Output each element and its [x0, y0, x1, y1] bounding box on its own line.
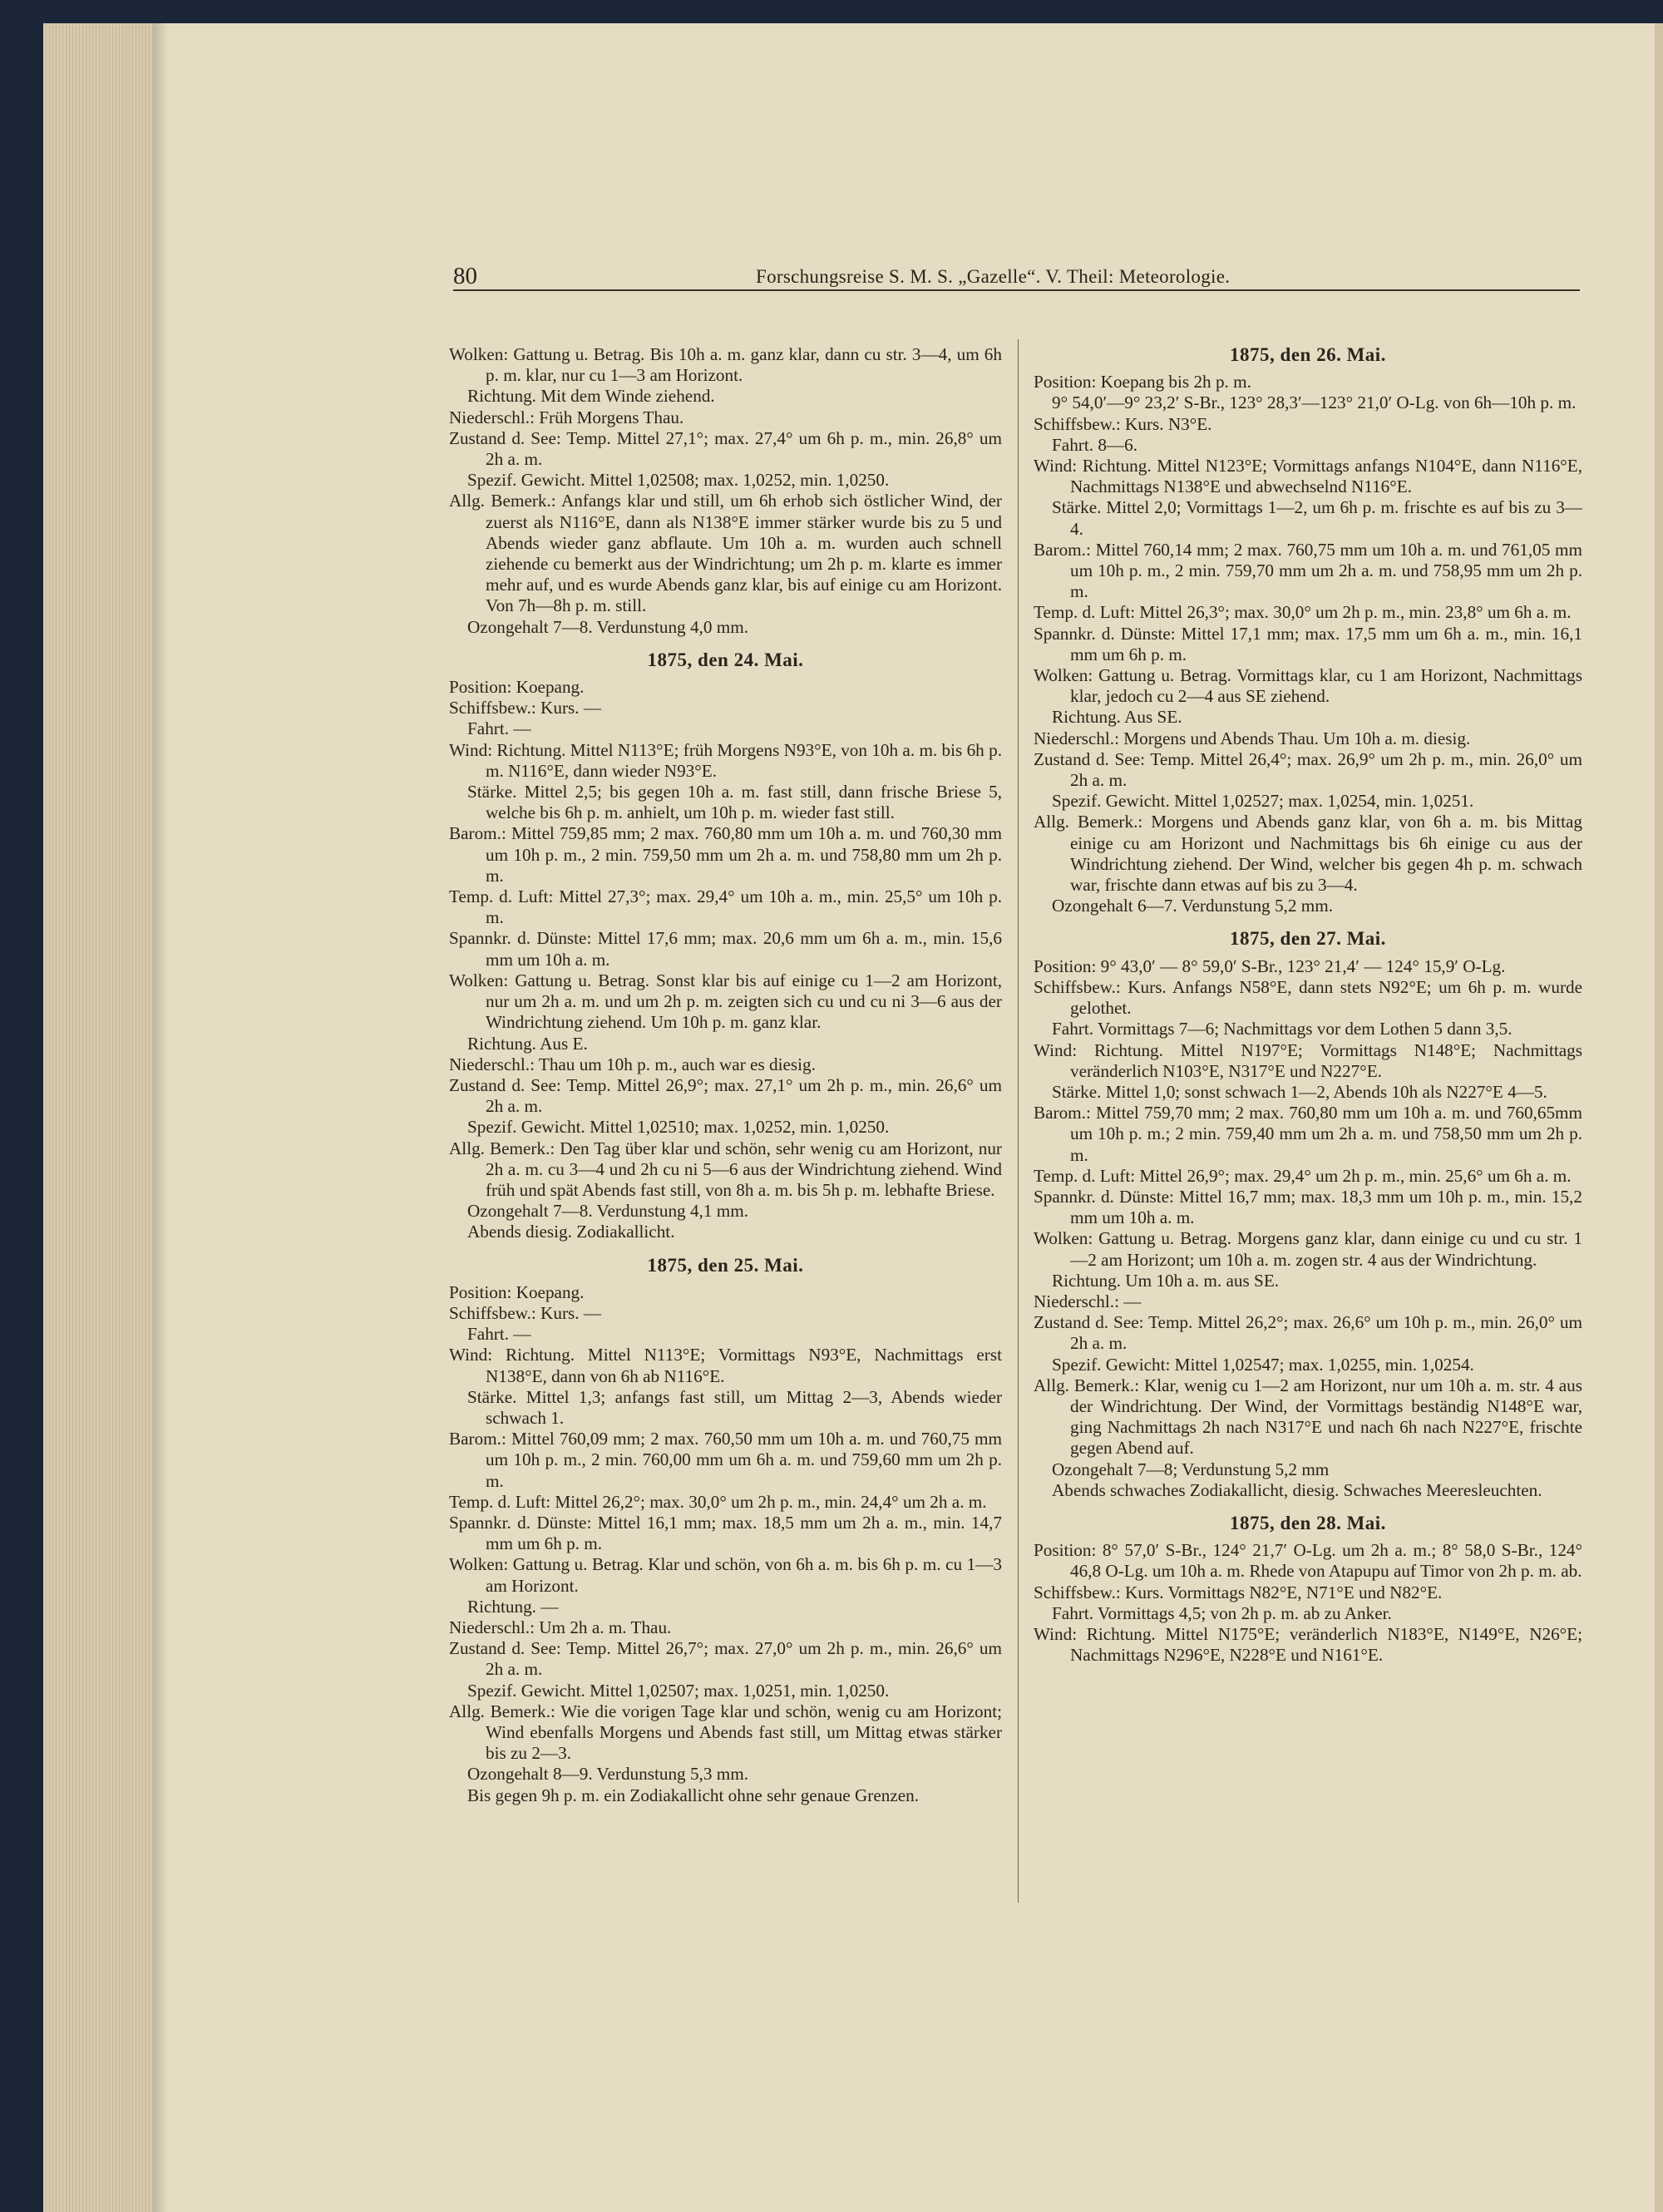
log-entry: Zustand d. See: Temp. Mittel 26,2°; max. 26,6° um 10h p. m., min. 26,0° um 2h a. m. [1034, 1312, 1582, 1354]
log-entry: Niederschl.: Morgens und Abends Thau. Um 10h a. m. diesig. [1034, 728, 1471, 748]
sub-entry: Stärke. Mittel 2,5; bis gegen 10h a. m. fast still, dann frische Briese 5, welche bis 6h p. m. anhielt, um 10h p. m. wieder fast still. [467, 782, 1002, 823]
log-entry: Position: Koepang bis 2h p. m. [1034, 372, 1251, 393]
sub-entry: Spezif. Gewicht. Mittel 1,02507; max. 1,0251, min. 1,0250. [467, 1680, 890, 1701]
sub-entry: Fahrt. — [467, 718, 531, 739]
left-column [449, 344, 1002, 1806]
log-entry: Temp. d. Luft: Mittel 26,9°; max. 29,4° um 2h p. m., min. 25,6° um 6h a. m. [1034, 1165, 1572, 1186]
log-entry: Barom.: Mittel 759,70 mm; 2 max. 760,80 mm um 10h a. m. und 760,65mm um 10h p. m.; 2 min. 759,40 mm um 2h a. m. und 758,50 mm um 2h p. m. [1034, 1103, 1582, 1165]
log-entry: Niederschl.: Um 2h a. m. Thau. [449, 1617, 672, 1637]
sub-entry: Bis gegen 9h p. m. ein Zodiakallicht ohne sehr genaue Grenzen. [467, 1785, 920, 1805]
sub-entry: Stärke. Mittel 1,3; anfangs fast still, um Mittag 2—3, Abends wieder schwach 1. [467, 1386, 1002, 1428]
log-entry: Niederschl.: Früh Morgens Thau. [449, 407, 684, 427]
log-entry: Schiffsbew.: Kurs. Vormittags N82°E, N71°E und N82°E. [1034, 1582, 1443, 1602]
log-entry: Zustand d. See: Temp. Mittel 26,4°; max. 26,9° um 2h p. m., min. 26,0° um 2h a. m. [1034, 748, 1582, 791]
header-rule [453, 289, 1580, 291]
page-number: 80 [453, 263, 477, 289]
log-entry: Wind: Richtung. Mittel N113°E; früh Morgens N93°E, von 10h a. m. bis 6h p. m. N116°E, dann wieder N93°E. [449, 739, 1002, 781]
log-entry: Position: 8° 57,0′ S-Br., 124° 21,7′ O-Lg. um 2h a. m.; 8° 58,0 S-Br., 124° 46,8 O-Lg. um 10h a. m. Rhede von Atapupu auf Timor von 2h p. m. ab. [1034, 1540, 1582, 1582]
date-heading: 1875, den 28. Mai. [1230, 1512, 1386, 1533]
log-entry: Schiffsbew.: Kurs. — [449, 1302, 602, 1323]
sub-entry: Richtung. Aus E. [467, 1033, 588, 1054]
sub-entry: Spezif. Gewicht: Mittel 1,02547; max. 1,0255, min. 1,0254. [1052, 1354, 1474, 1375]
sub-entry: Spezif. Gewicht. Mittel 1,02508; max. 1,0252, min. 1,0250. [467, 470, 890, 491]
sub-entry: 9° 54,0′—9° 23,2′ S-Br., 123° 28,3′—123° 21,0′ O-Lg. von 6h—10h p. m. [1052, 393, 1577, 413]
column-divider [1018, 339, 1019, 1903]
date-heading: 1875, den 25. Mai. [647, 1254, 804, 1276]
spine-shadow [153, 23, 168, 2212]
log-entry: Spannkr. d. Dünste: Mittel 17,1 mm; max. 17,5 mm um 6h a. m., min. 16,1 mm um 6h p. m. [1034, 623, 1582, 664]
log-entry: Barom.: Mittel 760,14 mm; 2 max. 760,75 mm um 10h a. m. und 761,05 mm um 10h p. m., 2 min. 759,70 mm um 2h a. m. und 758,95 mm um 2h p. m. [1034, 539, 1582, 602]
log-entry: Wolken: Gattung u. Betrag. Bis 10h a. m. ganz klar, dann cu str. 3—4, um 6h p. m. klar, nur cu 1—3 am Horizont. [449, 344, 1002, 386]
running-header [453, 263, 1580, 293]
sub-entry: Ozongehalt 7—8; Verdunstung 5,2 mm [1052, 1459, 1330, 1479]
log-entry: Wind: Richtung. Mittel N113°E; Vormittags N93°E, Nachmittags erst N138°E, dann von 6h ab N116°E. [449, 1345, 1002, 1386]
date-heading: 1875, den 24. Mai. [647, 649, 804, 670]
sub-entry: Fahrt. — [467, 1324, 531, 1345]
log-entry: Zustand d. See: Temp. Mittel 26,9°; max. 27,1° um 2h p. m., min. 26,6° um 2h a. m. [449, 1074, 1002, 1117]
sub-entry: Spezif. Gewicht. Mittel 1,02510; max. 1,0252, min. 1,0250. [467, 1117, 890, 1138]
sub-entry: Stärke. Mittel 2,0; Vormittags 1—2, um 6h p. m. frischte es auf bis zu 3—4. [1052, 497, 1582, 539]
log-entry: Allg. Bemerk.: Morgens und Abends ganz klar, von 6h a. m. bis Mittag einige cu am Horizont und Nachmittags bis 6h einige cu aus der Windrichtung ziehend. Der Wind, welcher bis gegen 4h p. m. schwach war, frischte dann etwas auf bis zu 3—4. [1034, 812, 1582, 896]
page-stack-edge [43, 23, 153, 2212]
sub-entry: Abends diesig. Zodiakallicht. [467, 1222, 675, 1242]
log-entry: Spannkr. d. Dünste: Mittel 16,1 mm; max. 18,5 mm um 2h a. m., min. 14,7 mm um 6h p. m. [449, 1512, 1002, 1554]
sub-entry: Fahrt. 8—6. [1052, 434, 1137, 455]
log-entry: Zustand d. See: Temp. Mittel 26,7°; max. 27,0° um 2h p. m., min. 26,6° um 2h a. m. [449, 1638, 1002, 1680]
sub-entry: Ozongehalt 6—7. Verdunstung 5,2 mm. [1052, 896, 1333, 916]
log-entry: Schiffsbew.: Kurs. N3°E. [1034, 413, 1212, 434]
log-entry: Wolken: Gattung u. Betrag. Klar und schön, von 6h a. m. bis 6h p. m. cu 1—3 am Horizont. [449, 1554, 1002, 1596]
log-entry: Allg. Bemerk.: Wie die vorigen Tage klar und schön, wenig cu am Horizont; Wind ebenfalls Morgens und Abends fast still, um Mittag etwas stärker bis zu 2—3. [449, 1701, 1002, 1764]
sub-entry: Richtung. Mit dem Winde ziehend. [467, 386, 715, 407]
sub-entry: Ozongehalt 7—8. Verdunstung 4,0 mm. [467, 616, 748, 637]
log-entry: Zustand d. See: Temp. Mittel 27,1°; max. 27,4° um 6h p. m., min. 26,8° um 2h a. m. [449, 427, 1002, 470]
log-entry: Wolken: Gattung u. Betrag. Sonst klar bis auf einige cu 1—2 am Horizont, nur um 2h a. m. und um 2h p. m. zeigten sich cu und cu ni 3—6 aus der Windrichtung ziehend. Um 10h p. m. ganz klar. [449, 970, 1002, 1033]
log-entry: Barom.: Mittel 760,09 mm; 2 max. 760,50 mm um 10h a. m. und 760,75 mm um 10h p. m., 2 min. 760,00 mm um 6h a. m. und 759,60 mm um 2h p. m. [449, 1429, 1002, 1491]
log-entry: Spannkr. d. Dünste: Mittel 16,7 mm; max. 18,3 mm um 10h p. m., min. 15,2 mm um 10h a. m. [1034, 1186, 1582, 1228]
sub-entry: Fahrt. Vormittags 7—6; Nachmittags vor dem Lothen 5 dann 3,5. [1052, 1019, 1512, 1039]
log-entry: Niederschl.: Thau um 10h p. m., auch war es diesig. [449, 1054, 816, 1074]
log-entry: Allg. Bemerk.: Anfangs klar und still, um 6h erhob sich östlicher Wind, der zuerst als N116°E, dann als N138°E immer stärker wurde bis zu 5 und Abends wieder ganz abflaute. Um 10h a. m. wurden auch schnell ziehende cu bemerkt aus der Windrichtung; um 2h p. m. klarte es immer mehr auf, und es wurde Abends ganz klar, bis auf einige cu am Horizont. Von 7h—8h p. m. still. [449, 491, 1002, 616]
sub-entry: Richtung. — [467, 1596, 559, 1617]
running-title: Forschungsreise S. M. S. „Gazelle“. V. Theil: Meteorologie. [756, 266, 1231, 287]
log-entry: Allg. Bemerk.: Den Tag über klar und schön, sehr wenig cu am Horizont, nur 2h a. m. cu 3—4 und 2h cu ni 5—6 aus der Windrichtung ziehend. Wind früh und spät Abends fast still, von 8h a. m. bis 5h p. m. lebhafte Briese. [449, 1138, 1002, 1200]
log-entry: Temp. d. Luft: Mittel 26,3°; max. 30,0° um 2h p. m., min. 23,8° um 6h a. m. [1034, 602, 1572, 623]
date-heading: 1875, den 27. Mai. [1230, 928, 1386, 950]
log-entry: Position: 9° 43,0′ — 8° 59,0′ S-Br., 123° 21,4′ — 124° 15,9′ O-Lg. [1034, 955, 1506, 976]
log-entry: Allg. Bemerk.: Klar, wenig cu 1—2 am Horizont, nur um 10h a. m. str. 4 aus der Windrichtung. Der Wind, der Vormittags beständig N148°E war, ging Nachmittags 2h nach N317°E und nach 6h nach N227°E, frischte gegen Abend auf. [1034, 1375, 1582, 1459]
log-entry: Barom.: Mittel 759,85 mm; 2 max. 760,80 mm um 10h a. m. und 760,30 mm um 10h p. m., 2 min. 759,50 mm um 2h a. m. und 758,80 mm um 2h p. m. [449, 823, 1002, 886]
log-entry: Wolken: Gattung u. Betrag. Morgens ganz klar, dann einige cu und cu str. 1—2 am Horizont; um 10h a. m. zogen str. 4 aus der Windrichtung. [1034, 1228, 1582, 1270]
right-column [1034, 344, 1582, 1666]
sub-entry: Ozongehalt 7—8. Verdunstung 4,1 mm. [467, 1201, 748, 1222]
log-entry: Wolken: Gattung u. Betrag. Vormittags klar, cu 1 am Horizont, Nachmittags klar, jedoch cu 2—4 aus SE ziehend. [1034, 665, 1582, 707]
sub-entry: Richtung. Um 10h a. m. aus SE. [1052, 1270, 1280, 1291]
log-entry: Position: Koepang. [449, 677, 585, 698]
log-entry: Position: Koepang. [449, 1281, 585, 1302]
sub-entry: Ozongehalt 8—9. Verdunstung 5,3 mm. [467, 1764, 748, 1785]
log-entry: Temp. d. Luft: Mittel 27,3°; max. 29,4° um 10h a. m., min. 25,5° um 10h p. m. [449, 886, 1002, 928]
log-entry: Wind: Richtung. Mittel N197°E; Vormittags N148°E; Nachmittags veränderlich N103°E, N317°E und N227°E. [1034, 1039, 1582, 1081]
sub-entry: Stärke. Mittel 1,0; sonst schwach 1—2, Abends 10h als N227°E 4—5. [1052, 1081, 1547, 1102]
log-entry: Niederschl.: — [1034, 1291, 1142, 1311]
log-entry: Spannkr. d. Dünste: Mittel 17,6 mm; max. 20,6 mm um 6h a. m., min. 15,6 mm um 10h a. m. [449, 928, 1002, 970]
log-entry: Wind: Richtung. Mittel N123°E; Vormittags anfangs N104°E, dann N116°E, Nachmittags N138°E und abwechselnd N116°E. [1034, 456, 1582, 497]
log-entry: Schiffsbew.: Kurs. — [449, 698, 602, 718]
sub-entry: Abends schwaches Zodiakallicht, diesig. Schwaches Meeresleuchten. [1052, 1479, 1542, 1500]
log-entry: Wind: Richtung. Mittel N175°E; veränderlich N183°E, N149°E, N26°E; Nachmittags N296°E, N228°E und N161°E. [1034, 1623, 1582, 1666]
page-right-edge [1655, 23, 1663, 2212]
date-heading: 1875, den 26. Mai. [1230, 344, 1386, 365]
log-entry: Schiffsbew.: Kurs. Anfangs N58°E, dann stets N92°E; um 6h p. m. wurde gelothet. [1034, 976, 1582, 1019]
sub-entry: Fahrt. Vormittags 4,5; von 2h p. m. ab zu Anker. [1052, 1602, 1392, 1623]
sub-entry: Richtung. Aus SE. [1052, 707, 1182, 728]
sub-entry: Spezif. Gewicht. Mittel 1,02527; max. 1,0254, min. 1,0251. [1052, 791, 1474, 812]
log-entry: Temp. d. Luft: Mittel 26,2°; max. 30,0° um 2h p. m., min. 24,4° um 2h a. m. [449, 1491, 987, 1512]
